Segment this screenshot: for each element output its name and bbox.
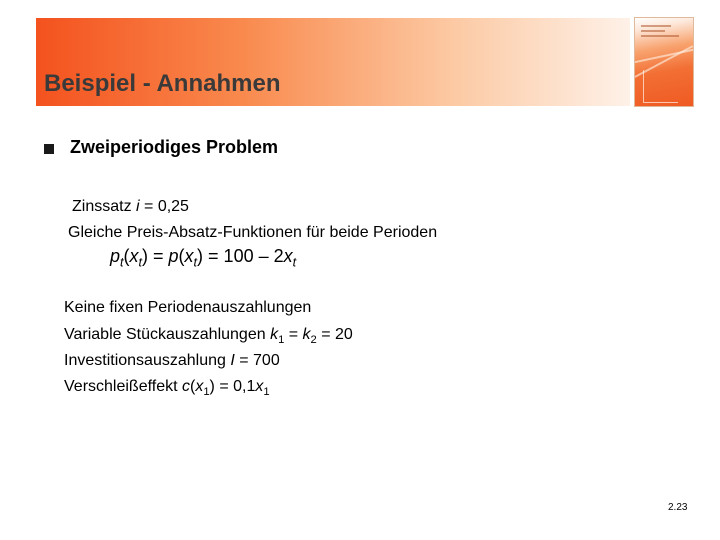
- keine-line: Keine fixen Periodenauszahlungen: [64, 299, 312, 316]
- page-number: 2.23: [668, 502, 688, 513]
- price-function-formula: $p_t(x_t) = p(x_t) = 100 - 2x_t$: [110, 246, 297, 270]
- verschleiss-line: Verschleißeffekt $c(x_1) = 0,1x_1$: [64, 378, 270, 398]
- slide-title: Beispiel - Annahmen: [44, 70, 281, 97]
- variable-line: Variable Stückauszahlungen $k_1 = k_2 = 20$: [64, 326, 353, 346]
- invest-line: Investitionsauszahlung I = 700: [64, 352, 280, 369]
- book-cover-icon: [634, 17, 694, 107]
- square-bullet-icon: [44, 144, 54, 154]
- bullet-text: Zweiperiodiges Problem: [70, 137, 279, 157]
- zinssatz-line: Zinssatz i = 0,25: [72, 198, 189, 215]
- gleiche-line: Gleiche Preis-Absatz-Funktionen für beide Perioden: [68, 224, 438, 241]
